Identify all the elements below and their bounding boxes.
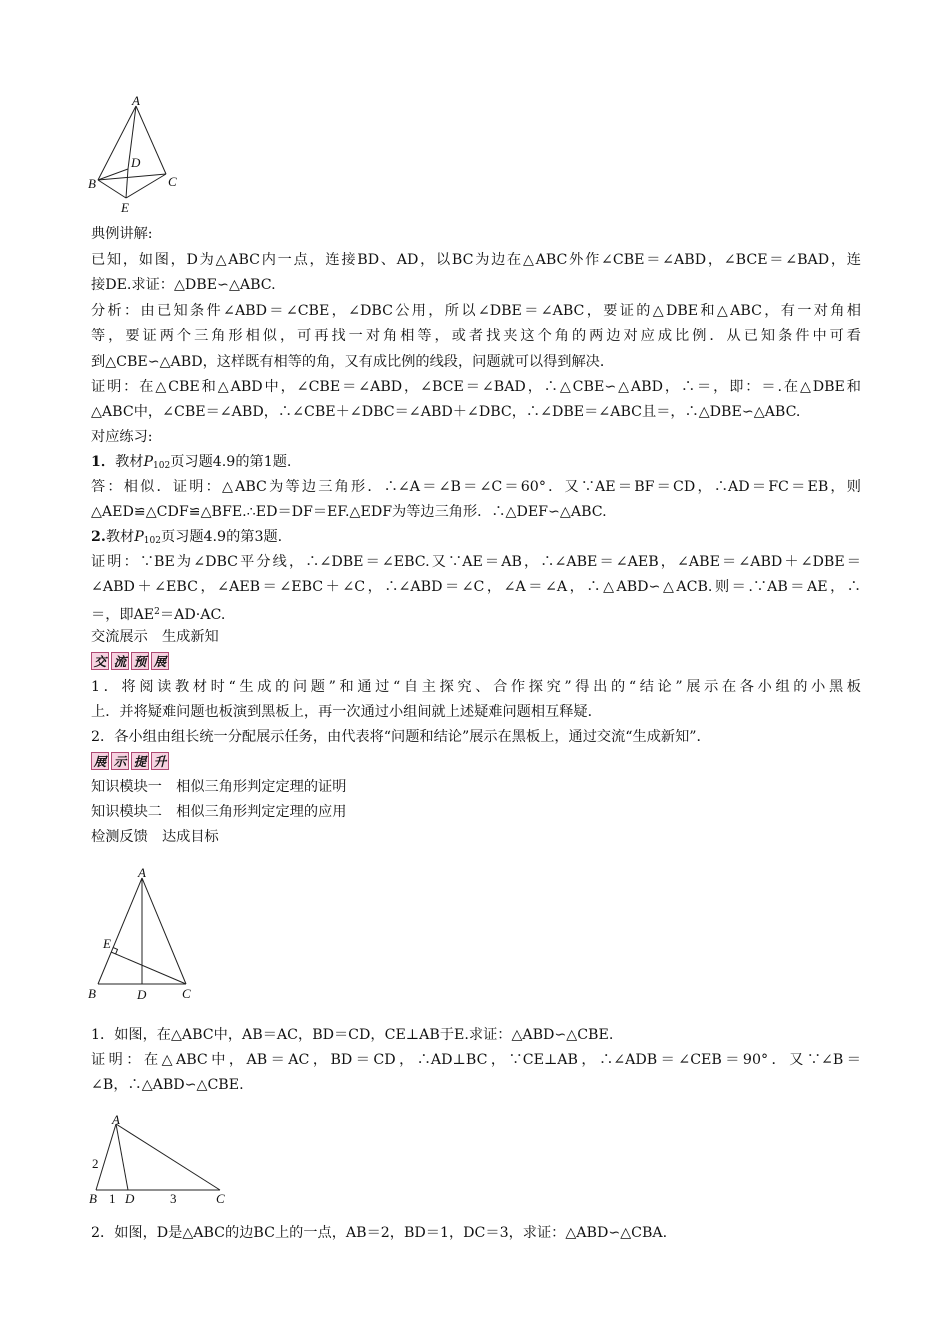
- fig1-label-a: A: [132, 93, 140, 108]
- fig1-label-c: C: [168, 174, 177, 189]
- practice-heading: 对应练习:: [91, 429, 153, 445]
- fig3-length-bd: 1: [109, 1191, 116, 1206]
- exercise-1-answer-line1: 答：相似．证明：△ABC为等边三角形．∴∠A＝∠B＝∠C＝60°．又∵AE＝BF＝CD，∴AD＝FC＝EB，则: [91, 479, 861, 495]
- exercise-2-post: 页习题4.9的第3题.: [160, 529, 283, 545]
- figure-2-svg: [86, 866, 206, 1006]
- tag1-char-2: 流: [111, 652, 129, 670]
- example-given-line2: 接DE.求证：△DBE∽△ABC.: [91, 277, 276, 293]
- proof-line1: 证明：在△CBE和△ABD中，∠CBE＝∠ABD，∠BCE＝∠BAD，∴△CBE∽△ABD，∴＝，即：＝.在△DBE和: [91, 379, 861, 395]
- exercise-2-page-number: 102: [143, 536, 161, 546]
- exercise-2-pre: 教材: [105, 529, 135, 545]
- exercise-2-proof-pre: ＝，即AE: [91, 607, 155, 623]
- analysis-line2: 等，要证两个三角形相似，可再找一对角相等，或者找夹这个角的两边对应成比例．从已知条件中可看: [91, 328, 861, 344]
- fig1-label-b: B: [88, 176, 96, 191]
- section-exchange-heading: 交流展示 生成新知: [91, 629, 219, 645]
- fig2-label-d: D: [137, 987, 147, 1002]
- analysis-line3: 到△CBE∽△ABD，这样既有相等的角，又有成比例的线段，问题就可以得到解决．: [91, 354, 615, 370]
- tag1-char-4: 展: [151, 652, 169, 670]
- exercise-1-page-number: 102: [153, 461, 171, 471]
- tag2-char-4: 升: [151, 752, 169, 770]
- tag2-char-3: 提: [131, 752, 149, 770]
- exercise-2-title: [91, 525, 861, 553]
- exercise-2-proof-line2: ∠ABD＋∠EBC，∠AEB＝∠EBC＋∠C，∴∠ABD＝∠C，∠A＝∠A，∴△ABD∽△ACB.则＝.∵AB＝AE，∴: [91, 579, 861, 595]
- knowledge-module-2: 知识模块二 相似三角形判定定理的应用: [91, 804, 347, 820]
- knowledge-module-1: 知识模块一 相似三角形判定定理的证明: [91, 779, 347, 795]
- exchange-item-1-line1: 1．将阅读教材时“生成的问题”和通过“自主探究、合作探究”得出的“结论”展示在各小组的小黑板: [91, 679, 861, 695]
- fig3-label-d: D: [125, 1191, 135, 1206]
- exercise-1-answer-line2: △AED≌△CDF≌△BFE.∴ED＝DF＝EF.△EDF为等边三角形．∴△DEF∽△ABC.: [91, 504, 607, 520]
- proof-line2: △ABC中，∠CBE＝∠ABD，∴∠CBE＋∠DBC＝∠ABD＋∠DBC，∴∠DBE＝∠ABC且＝，∴△DBE∽△ABC.: [91, 404, 801, 420]
- exchange-item-2: 2．各小组由组长统一分配展示任务，由代表将“问题和结论”展示在黑板上，通过交流“生成新知”．: [91, 729, 711, 745]
- figure-1-triangle-interior-point: [86, 94, 196, 214]
- fig2-label-e: E: [103, 936, 111, 951]
- fig3-length-dc: 3: [170, 1191, 177, 1206]
- figure-3-triangle-with-lengths: [86, 1114, 236, 1209]
- example-given-line1: 已知，如图，D为△ABC内一点，连接BD、AD，以BC为边在△ABC外作∠CBE＝∠ABD，∠BCE＝∠BAD，连: [91, 252, 861, 268]
- tag1-char-1: 交: [91, 652, 109, 670]
- tag-show-improve: [91, 752, 169, 770]
- exercise-1-title: [91, 450, 861, 478]
- exercise-2-proof-line1: 证明：∵BE为∠DBC平分线，∴∠DBE＝∠EBC.又∵AE＝AB，∴∠ABE＝∠AEB，∠ABE＝∠ABD＋∠DBE＝: [91, 554, 861, 570]
- fig1-label-e: E: [121, 200, 129, 215]
- fig3-label-c: C: [216, 1191, 225, 1206]
- section-example-heading: 典例讲解:: [91, 226, 153, 242]
- exercise-1-number: 1．: [91, 454, 116, 470]
- fig2-label-c: C: [182, 986, 191, 1001]
- fig3-length-ab: 2: [92, 1156, 99, 1171]
- fig2-label-a: A: [138, 865, 146, 880]
- section-feedback-heading: 检测反馈 达成目标: [91, 829, 219, 845]
- tag-exchange-preview: [91, 652, 169, 670]
- exchange-item-1-line2: 上．并将疑难问题也板演到黑板上，再一次通过小组间就上述疑难问题相互释疑．: [91, 704, 602, 720]
- fig2-label-b: B: [88, 986, 96, 1001]
- feedback-proof-1-line1: 证明：在△ABC中，AB＝AC，BD＝CD，∴AD⊥BC，∵CE⊥AB，∴∠ADB＝∠CEB＝90°．又∵∠B＝: [91, 1052, 861, 1068]
- figure-2-isosceles-triangle: [86, 866, 206, 1006]
- tag2-char-1: 展: [91, 752, 109, 770]
- feedback-proof-1-line2: ∠B，∴△ABD∽△CBE.: [91, 1077, 244, 1093]
- exercise-1-pre: 教材: [115, 454, 144, 470]
- tag2-char-2: 示: [111, 752, 129, 770]
- fig3-label-a: A: [112, 1112, 120, 1127]
- exercise-1-page-p: P: [143, 454, 153, 470]
- exercise-2-proof-line3: [91, 600, 861, 627]
- figure-3-svg: [86, 1114, 236, 1209]
- figure-1-svg: [86, 94, 196, 214]
- exercise-2-number: 2.: [91, 529, 106, 545]
- exercise-2-proof-sup: 2: [154, 607, 160, 617]
- exercise-2-proof-post: ＝AD·AC.: [159, 607, 226, 623]
- fig1-label-d: D: [131, 155, 141, 170]
- tag1-char-3: 预: [131, 652, 149, 670]
- analysis-line1: 分析：由已知条件∠ABD＝∠CBE，∠DBC公用，所以∠DBE＝∠ABC，要证的△DBE和△ABC，有一对角相: [91, 303, 861, 319]
- exercise-2-page-p: P: [134, 529, 144, 545]
- fig3-label-b: B: [89, 1191, 97, 1206]
- exercise-1-post: 页习题4.9的第1题.: [170, 454, 292, 470]
- feedback-question-2: 2．如图，D是△ABC的边BC上的一点，AB＝2，BD＝1，DC＝3，求证：△ABD∽△CBA.: [91, 1225, 668, 1241]
- feedback-question-1: 1．如图，在△ABC中，AB＝AC，BD＝CD，CE⊥AB于E.求证：△ABD∽△CBE.: [91, 1027, 614, 1043]
